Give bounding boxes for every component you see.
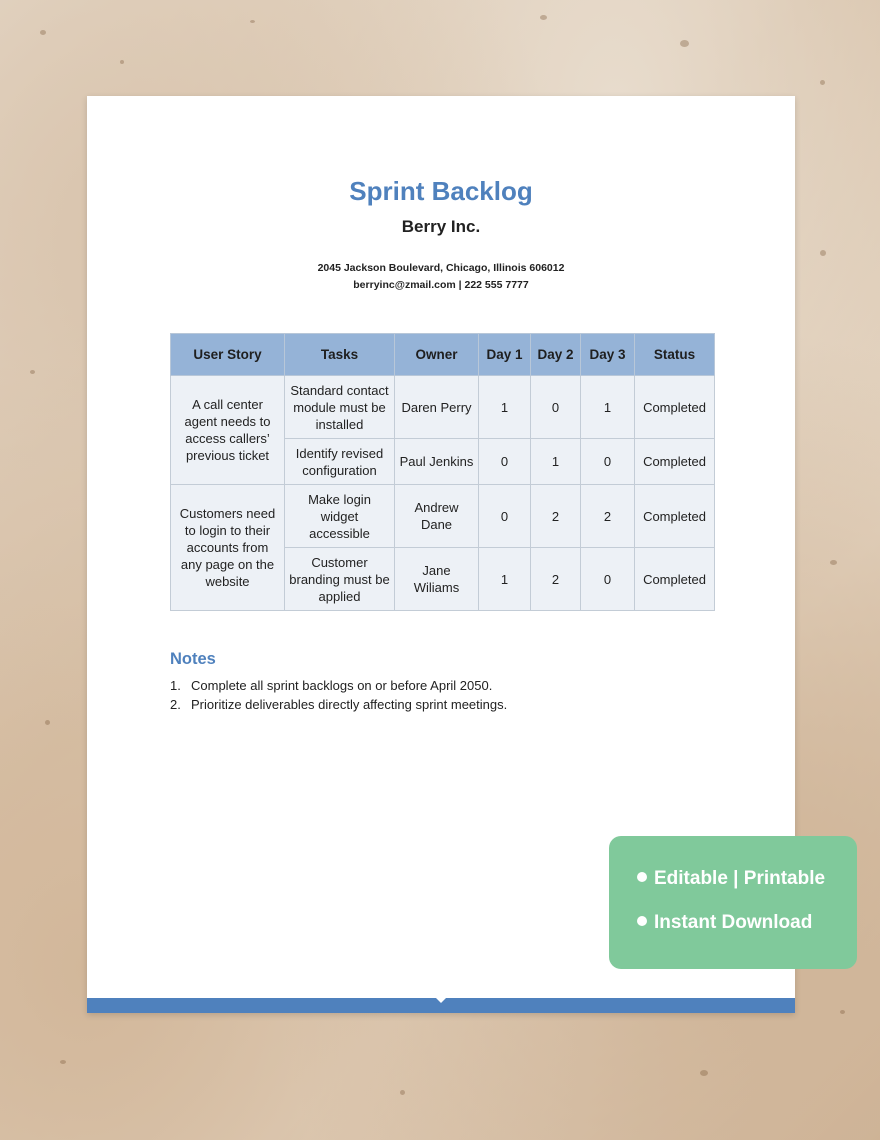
day-1-cell: 1 [479, 548, 531, 611]
day-2-cell: 1 [531, 439, 581, 485]
header-day-1: Day 1 [479, 334, 531, 376]
status-cell: Completed [635, 376, 715, 439]
task-cell: Make login widget accessible [285, 485, 395, 548]
day-2-cell: 2 [531, 548, 581, 611]
day-3-cell: 0 [581, 439, 635, 485]
task-cell: Standard contact module must be installed [285, 376, 395, 439]
day-3-cell: 0 [581, 548, 635, 611]
background-speck [820, 80, 825, 85]
task-cell: Identify revised configuration [285, 439, 395, 485]
feature-badge [609, 836, 857, 969]
company-contact: berryinc@zmail.com | 222 555 7777 [353, 279, 529, 291]
badge-item [637, 868, 825, 890]
header-user-story: User Story [171, 334, 285, 376]
notes-heading: Notes [170, 650, 216, 668]
status-cell: Completed [635, 485, 715, 548]
document-title: Sprint Backlog [349, 176, 533, 206]
badge-item [637, 912, 812, 934]
background-speck [820, 250, 826, 256]
table-row [171, 485, 715, 548]
day-1-cell: 0 [479, 485, 531, 548]
header-day-2: Day 2 [531, 334, 581, 376]
badge-label: Instant Download [654, 912, 813, 933]
background-speck [680, 40, 689, 47]
day-2-cell: 0 [531, 376, 581, 439]
status-cell: Completed [635, 439, 715, 485]
day-3-cell: 2 [581, 485, 635, 548]
owner-cell: Jane Wiliams [395, 548, 479, 611]
header-owner: Owner [395, 334, 479, 376]
badge-label: Editable | Printable [654, 868, 826, 889]
background-speck [540, 15, 547, 20]
table-header-row [171, 334, 715, 376]
owner-cell: Daren Perry [395, 376, 479, 439]
background-speck [700, 1070, 708, 1076]
note-number: 1. [170, 678, 181, 693]
footer-notch [431, 993, 451, 1003]
note-number: 2. [170, 697, 181, 712]
header-day-3: Day 3 [581, 334, 635, 376]
day-1-cell: 1 [479, 376, 531, 439]
day-2-cell: 2 [531, 485, 581, 548]
list-item [170, 676, 507, 695]
background-speck [60, 1060, 66, 1064]
user-story-cell: A call center agent needs to access callers’ previous ticket [171, 376, 285, 485]
sprint-backlog-table [170, 333, 715, 611]
status-cell: Completed [635, 548, 715, 611]
background-speck [45, 720, 50, 725]
background-speck [250, 20, 255, 23]
company-name: Berry Inc. [401, 217, 481, 236]
bullet-icon [637, 916, 647, 926]
owner-cell: Andrew Dane [395, 485, 479, 548]
user-story-cell: Customers need to login to their accounts from any page on the website [171, 485, 285, 611]
header-tasks: Tasks [285, 334, 395, 376]
background-speck [120, 60, 124, 64]
day-3-cell: 1 [581, 376, 635, 439]
company-address: 2045 Jackson Boulevard, Chicago, Illinois 606012 [317, 262, 565, 274]
note-text: Prioritize deliverables directly affecting sprint meetings. [191, 697, 508, 712]
background-speck [830, 560, 837, 565]
table-row [171, 376, 715, 439]
list-item [170, 695, 507, 714]
day-1-cell: 0 [479, 439, 531, 485]
notes-list [170, 676, 507, 714]
background-speck [40, 30, 46, 35]
background-speck [30, 370, 35, 374]
note-text: Complete all sprint backlogs on or before April 2050. [191, 678, 493, 693]
background-speck [400, 1090, 405, 1095]
owner-cell: Paul Jenkins [395, 439, 479, 485]
background-speck [840, 1010, 845, 1014]
header-status: Status [635, 334, 715, 376]
task-cell: Customer branding must be applied [285, 548, 395, 611]
bullet-icon [637, 872, 647, 882]
